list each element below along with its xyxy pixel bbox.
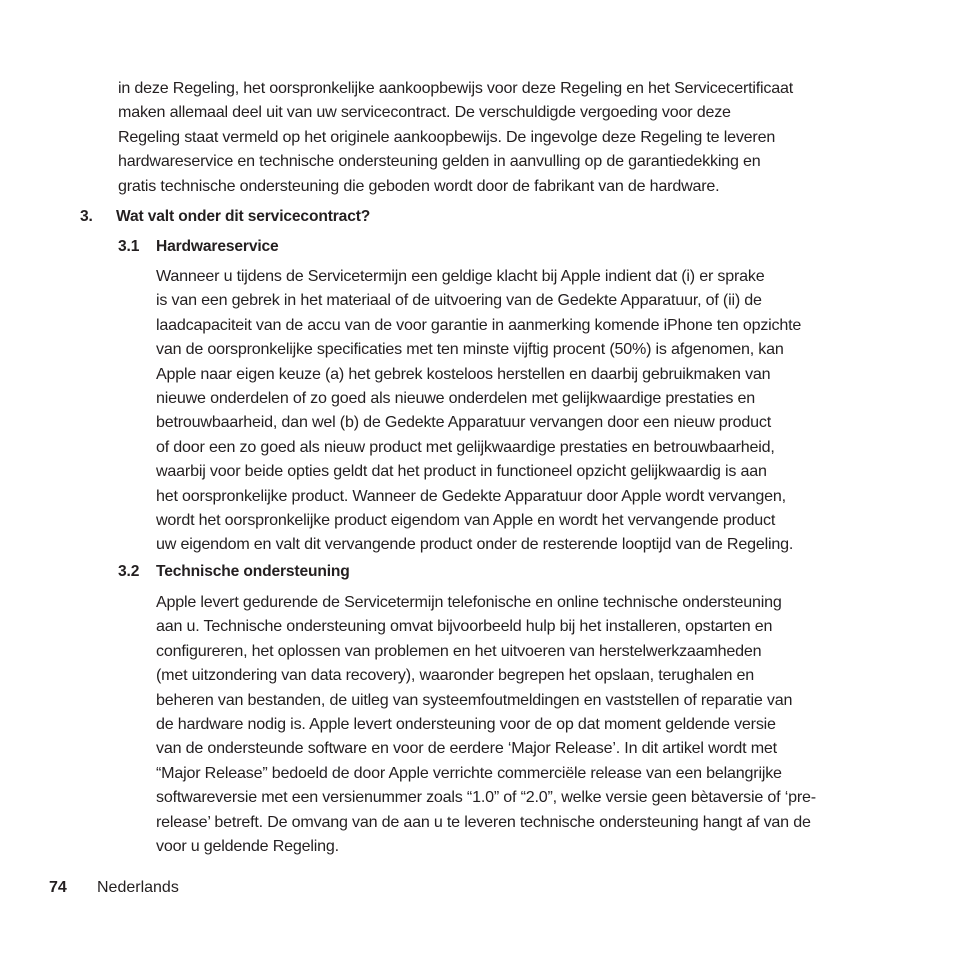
paragraph-line: Regeling staat vermeld op het originele aankoopbewijs. De ingevolge deze Regeling te leveren (118, 127, 776, 146)
page-number: 74 (49, 879, 67, 896)
paragraph-line: Wanneer u tijdens de Servicetermijn een geldige klacht bij Apple indient dat (i) er sprake (156, 267, 765, 285)
intro-paragraph (118, 76, 793, 198)
paragraph-line: (met uitzondering van data recovery), waaronder begrepen het opslaan, terughalen en (156, 666, 755, 685)
paragraph-line: uw eigendom en valt dit vervangende product onder de resterende looptijd van de Regeling. (156, 535, 794, 554)
paragraph-line: softwareversie met een versienummer zoals “1.0” of “2.0”, welke versie geen bètaversie of ‘pre- (156, 788, 816, 807)
section-3-2-heading (118, 562, 478, 582)
paragraph-line: van de oorspronkelijke specificaties met ten minste vijftig procent (50%) is afgenomen, kan (156, 340, 784, 359)
paragraph-line: “Major Release” bedoeld de door Apple verrichte commerciële release van een belangrijke (156, 763, 782, 782)
paragraph-line: nieuwe onderdelen of zo goed als nieuwe onderdelen met gelijkwaardige prestaties en (156, 389, 755, 408)
paragraph-line: gratis technische ondersteuning die geboden wordt door de fabrikant van de hardware. (118, 176, 720, 195)
section-3-heading (80, 207, 480, 227)
paragraph-line: waarbij voor beide opties geldt dat het product in functioneel opzicht gelijkwaardig is aan (156, 462, 767, 481)
technische-ondersteuning-paragraph (156, 590, 816, 858)
subsection-title: Hardwareservice (156, 238, 279, 255)
subsection-title: Technische ondersteuning (156, 563, 350, 580)
subsection-number: 3.1 (118, 238, 140, 255)
paragraph-line: beheren van bestanden, de uitleg van systeemfoutmeldingen en vaststellen of reparatie van (156, 690, 793, 709)
paragraph-line: is van een gebrek in het materiaal of de uitvoering van de Gedekte Apparatuur, of (ii) de (156, 291, 762, 310)
paragraph-line: laadcapaciteit van de accu van de voor garantie in aanmerking komende iPhone ten opzichte (156, 315, 802, 334)
paragraph-line: aan u. Technische ondersteuning omvat bijvoorbeeld hulp bij het installeren, opstarten en (156, 617, 773, 636)
section-number: 3. (80, 208, 93, 225)
paragraph-line: Apple levert gedurende de Servicetermijn telefonische en online technische ondersteuning (156, 593, 782, 611)
hardwareservice-paragraph (156, 264, 801, 557)
paragraph-line: Apple naar eigen keuze (a) het gebrek kosteloos herstellen en daarbij gebruikmaken van (156, 364, 771, 383)
paragraph-line: release’ betreft. De omvang van de aan u te leveren technische ondersteuning hangt af van de (156, 812, 811, 831)
paragraph-line: configureren, het oplossen van problemen en het uitvoeren van herstelwerkzaamheden (156, 641, 762, 660)
paragraph-line: of door een zo goed als nieuw product met gelijkwaardige prestaties en betrouwbaarheid, (156, 437, 775, 456)
paragraph-line: de hardware nodig is. Apple levert ondersteuning voor de op dat moment geldende versie (156, 715, 776, 734)
footer-language: Nederlands (97, 879, 179, 896)
subsection-number: 3.2 (118, 563, 140, 580)
paragraph-line: wordt het oorspronkelijke product eigendom van Apple en wordt het vervangende product (156, 511, 776, 530)
paragraph-line: betrouwbaarheid, dan wel (b) de Gedekte Apparatuur vervangen door een nieuw product (156, 413, 772, 432)
paragraph-line: voor u geldende Regeling. (156, 837, 339, 856)
paragraph-line: van de ondersteunde software en voor de eerdere ‘Major Release’. In dit artikel wordt met (156, 739, 777, 758)
paragraph-line: hardwareservice en technische ondersteuning gelden in aanvulling op de garantiedekking en (118, 152, 761, 171)
section-title: Wat valt onder dit servicecontract? (116, 208, 371, 225)
page-footer (49, 877, 349, 899)
paragraph-line: maken allemaal deel uit van uw servicecontract. De verschuldigde vergoeding voor deze (118, 103, 731, 122)
paragraph-line: het oorspronkelijke product. Wanneer de Gedekte Apparatuur door Apple wordt vervangen, (156, 486, 786, 505)
paragraph-line: in deze Regeling, het oorspronkelijke aankoopbewijs voor deze Regeling en het Servicecertificaat (118, 79, 794, 97)
section-3-1-heading (118, 237, 418, 257)
